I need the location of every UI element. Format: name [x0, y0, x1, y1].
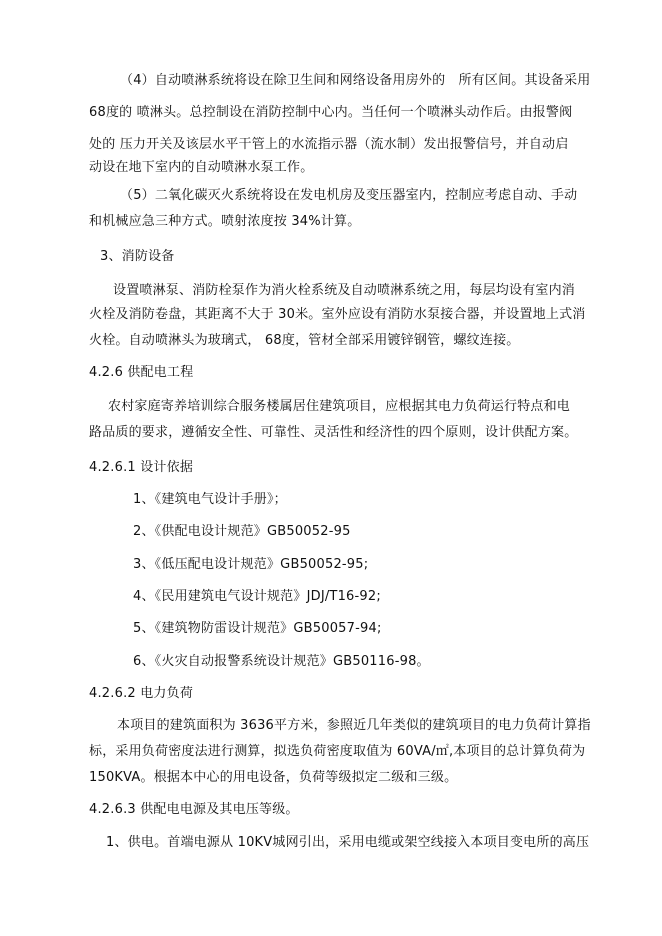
- basis-list-item: 2、《供配电设计规范》GB50052-95: [133, 524, 351, 539]
- basis-list-item: 1、《建筑电气设计手册》；: [133, 492, 287, 507]
- power-supply-line-1: 农村家庭寄养培训综合服务楼属居住建筑项目，应根据其电力负荷运行特点和电: [108, 399, 571, 414]
- voltage-level-heading: 4.2.6.3 供配电电源及其电压等级。: [89, 802, 299, 817]
- co2-paragraph-line-2: 和机械应急三种方式。喷射浓度按 34%计算。: [89, 214, 361, 229]
- fire-equipment-line-2: 火栓及消防卷盘，其距离不大于 30米。室外应设有消防水泵接合器，并设置地上式消: [89, 307, 586, 322]
- basis-list-item: 6、《火灾自动报警系统设计规范》GB50116-98。: [133, 654, 430, 669]
- power-load-line-3: 150KVA。根据本中心的用电设备，负荷等级拟定二级和三级。: [89, 770, 458, 785]
- basis-list-item: 5、《建筑物防雷设计规范》GB50057-94;: [133, 621, 382, 636]
- fire-equipment-heading: 3、消防设备: [100, 249, 175, 264]
- sprinkler-paragraph-line-4: 动设在地下室内的自动喷淋水泵工作。: [89, 160, 314, 175]
- power-supply-line-2: 路品质的要求，遵循安全性、可靠性、灵活性和经济性的四个原则，设计供配方案。: [89, 425, 578, 440]
- supply-line-1: 1、供电。首端电源从 10KV城网引出，采用电缆或架空线接入本项目变电所的高压: [106, 835, 590, 850]
- power-load-line-1: 本项目的建筑面积为 3636平方米，参照近几年类似的建筑项目的电力负荷计算指: [117, 718, 591, 733]
- sprinkler-paragraph-line-1: （4）自动喷淋系统将设在除卫生间和网络设备用房外的 所有区间。其设备采用: [120, 73, 591, 88]
- basis-list-item: 3、《低压配电设计规范》GB50052-95;: [133, 557, 369, 572]
- fire-equipment-line-1: 设置喷淋泵、消防栓泵作为消火栓系统及自动喷淋系统之用，每层均设有室内消: [113, 283, 576, 298]
- sprinkler-paragraph-line-3: 处的 压力开关及该层水平干管上的水流指示器（流水制）发出报警信号，并自动启: [89, 137, 569, 152]
- power-load-heading: 4.2.6.2 电力负荷: [89, 686, 194, 701]
- design-basis-heading: 4.2.6.1 设计依据: [89, 460, 194, 475]
- co2-paragraph-line-1: （5）二氧化碳灭火系统将设在发电机房及变压器室内，控制应考虑自动、手动: [120, 188, 578, 203]
- power-supply-heading: 4.2.6 供配电工程: [89, 365, 194, 380]
- sprinkler-paragraph-line-2: 68度的 喷淋头。总控制设在消防控制中心内。当任何一个喷淋头动作后。由报警阀: [89, 105, 573, 120]
- basis-list-item: 4、《民用建筑电气设计规范》JDJ/T16-92;: [133, 589, 381, 604]
- fire-equipment-line-3: 火栓。自动喷淋头为玻璃式， 68度，管材全部采用镀锌钢管，螺纹连接。: [89, 333, 520, 348]
- power-load-line-2: 标，采用负荷密度法进行测算，拟选负荷密度取值为 60VA/㎡,本项目的总计算负荷为: [89, 744, 586, 759]
